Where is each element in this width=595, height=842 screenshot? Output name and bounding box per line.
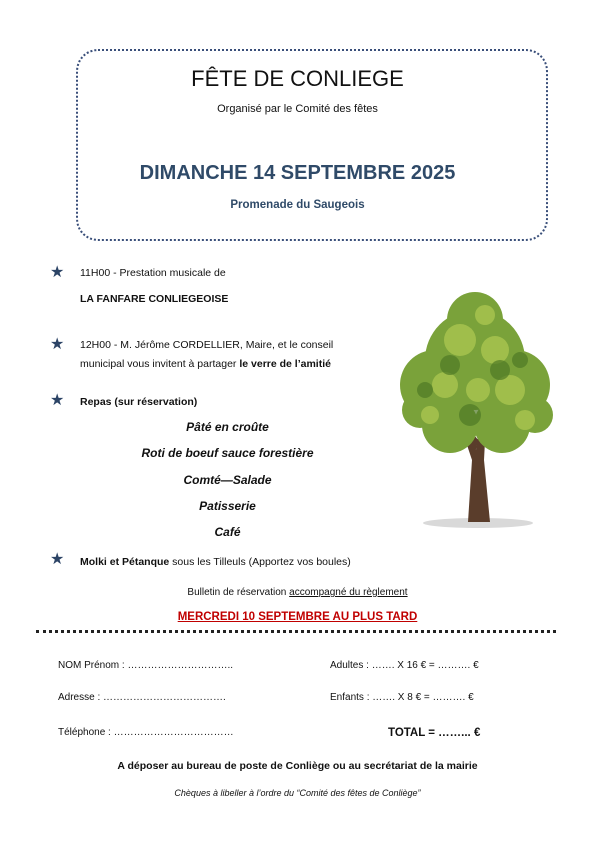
aperitif-text: le verre de l’amitié <box>239 358 331 370</box>
program-item-3: Repas (sur réservation) <box>80 396 198 408</box>
adults-field: Adultes : ……. X 16 € = ………. € <box>330 660 479 671</box>
invite-text: municipal vous invitent à partager <box>80 358 240 370</box>
cheque-instructions: Chèques à libeller à l’ordre du “Comité des fêtes de Conliège” <box>174 788 421 798</box>
menu-item: Comté—Salade <box>183 473 272 487</box>
bulletin-condition: accompagné du règlement <box>289 587 408 598</box>
menu-item: Patisserie <box>199 499 256 513</box>
star-icon: ★ <box>50 264 65 281</box>
deadline-text: MERCREDI 10 SEPTEMBRE AU PLUS TARD <box>177 611 418 623</box>
program-item-1-band: LA FANFARE CONLIEGEOISE <box>80 293 229 305</box>
total-field: TOTAL = ……... € <box>388 727 481 739</box>
program-item-2-line2 <box>80 357 331 371</box>
program-item-4 <box>80 555 351 569</box>
star-icon: ★ <box>50 551 65 568</box>
phone-field: Téléphone : ……………………………… <box>58 727 234 738</box>
games-detail: sous les Tilleuls (Apportez vos boules) <box>169 556 351 568</box>
star-icon: ★ <box>50 392 65 409</box>
star-icon: ★ <box>50 336 65 353</box>
deposit-instructions: A déposer au bureau de poste de Conliège ou au secrétariat de la mairie <box>117 760 478 772</box>
bulletin-label: Bulletin de réservation <box>187 587 290 598</box>
tree-illustration <box>390 290 560 530</box>
name-field: NOM Prénom : ………………………….. <box>58 660 234 671</box>
program-item-2: 12H00 - M. Jérôme CORDELLIER, Maire, et le conseil <box>80 339 334 351</box>
event-date: DIMANCHE 14 SEPTEMBRE 2025 <box>139 162 456 184</box>
organizer-text: Organisé par le Comité des fêtes <box>217 103 378 115</box>
children-field: Enfants : ……. X 8 € = ………. € <box>330 692 474 703</box>
menu-item: Café <box>214 525 241 539</box>
menu-item: Roti de boeuf sauce forestière <box>141 446 314 460</box>
menu-item: Pâté en croûte <box>186 420 269 434</box>
bulletin-text <box>0 586 595 600</box>
cut-line <box>36 630 556 633</box>
event-title: FÊTE DE CONLIEGE <box>191 66 404 91</box>
program-item-1: 11H00 - Prestation musicale de <box>80 267 226 279</box>
address-field: Adresse : ………………………………. <box>58 692 226 703</box>
event-place: Promenade du Saugeois <box>230 199 365 211</box>
games-text: Molki et Pétanque <box>80 556 170 568</box>
